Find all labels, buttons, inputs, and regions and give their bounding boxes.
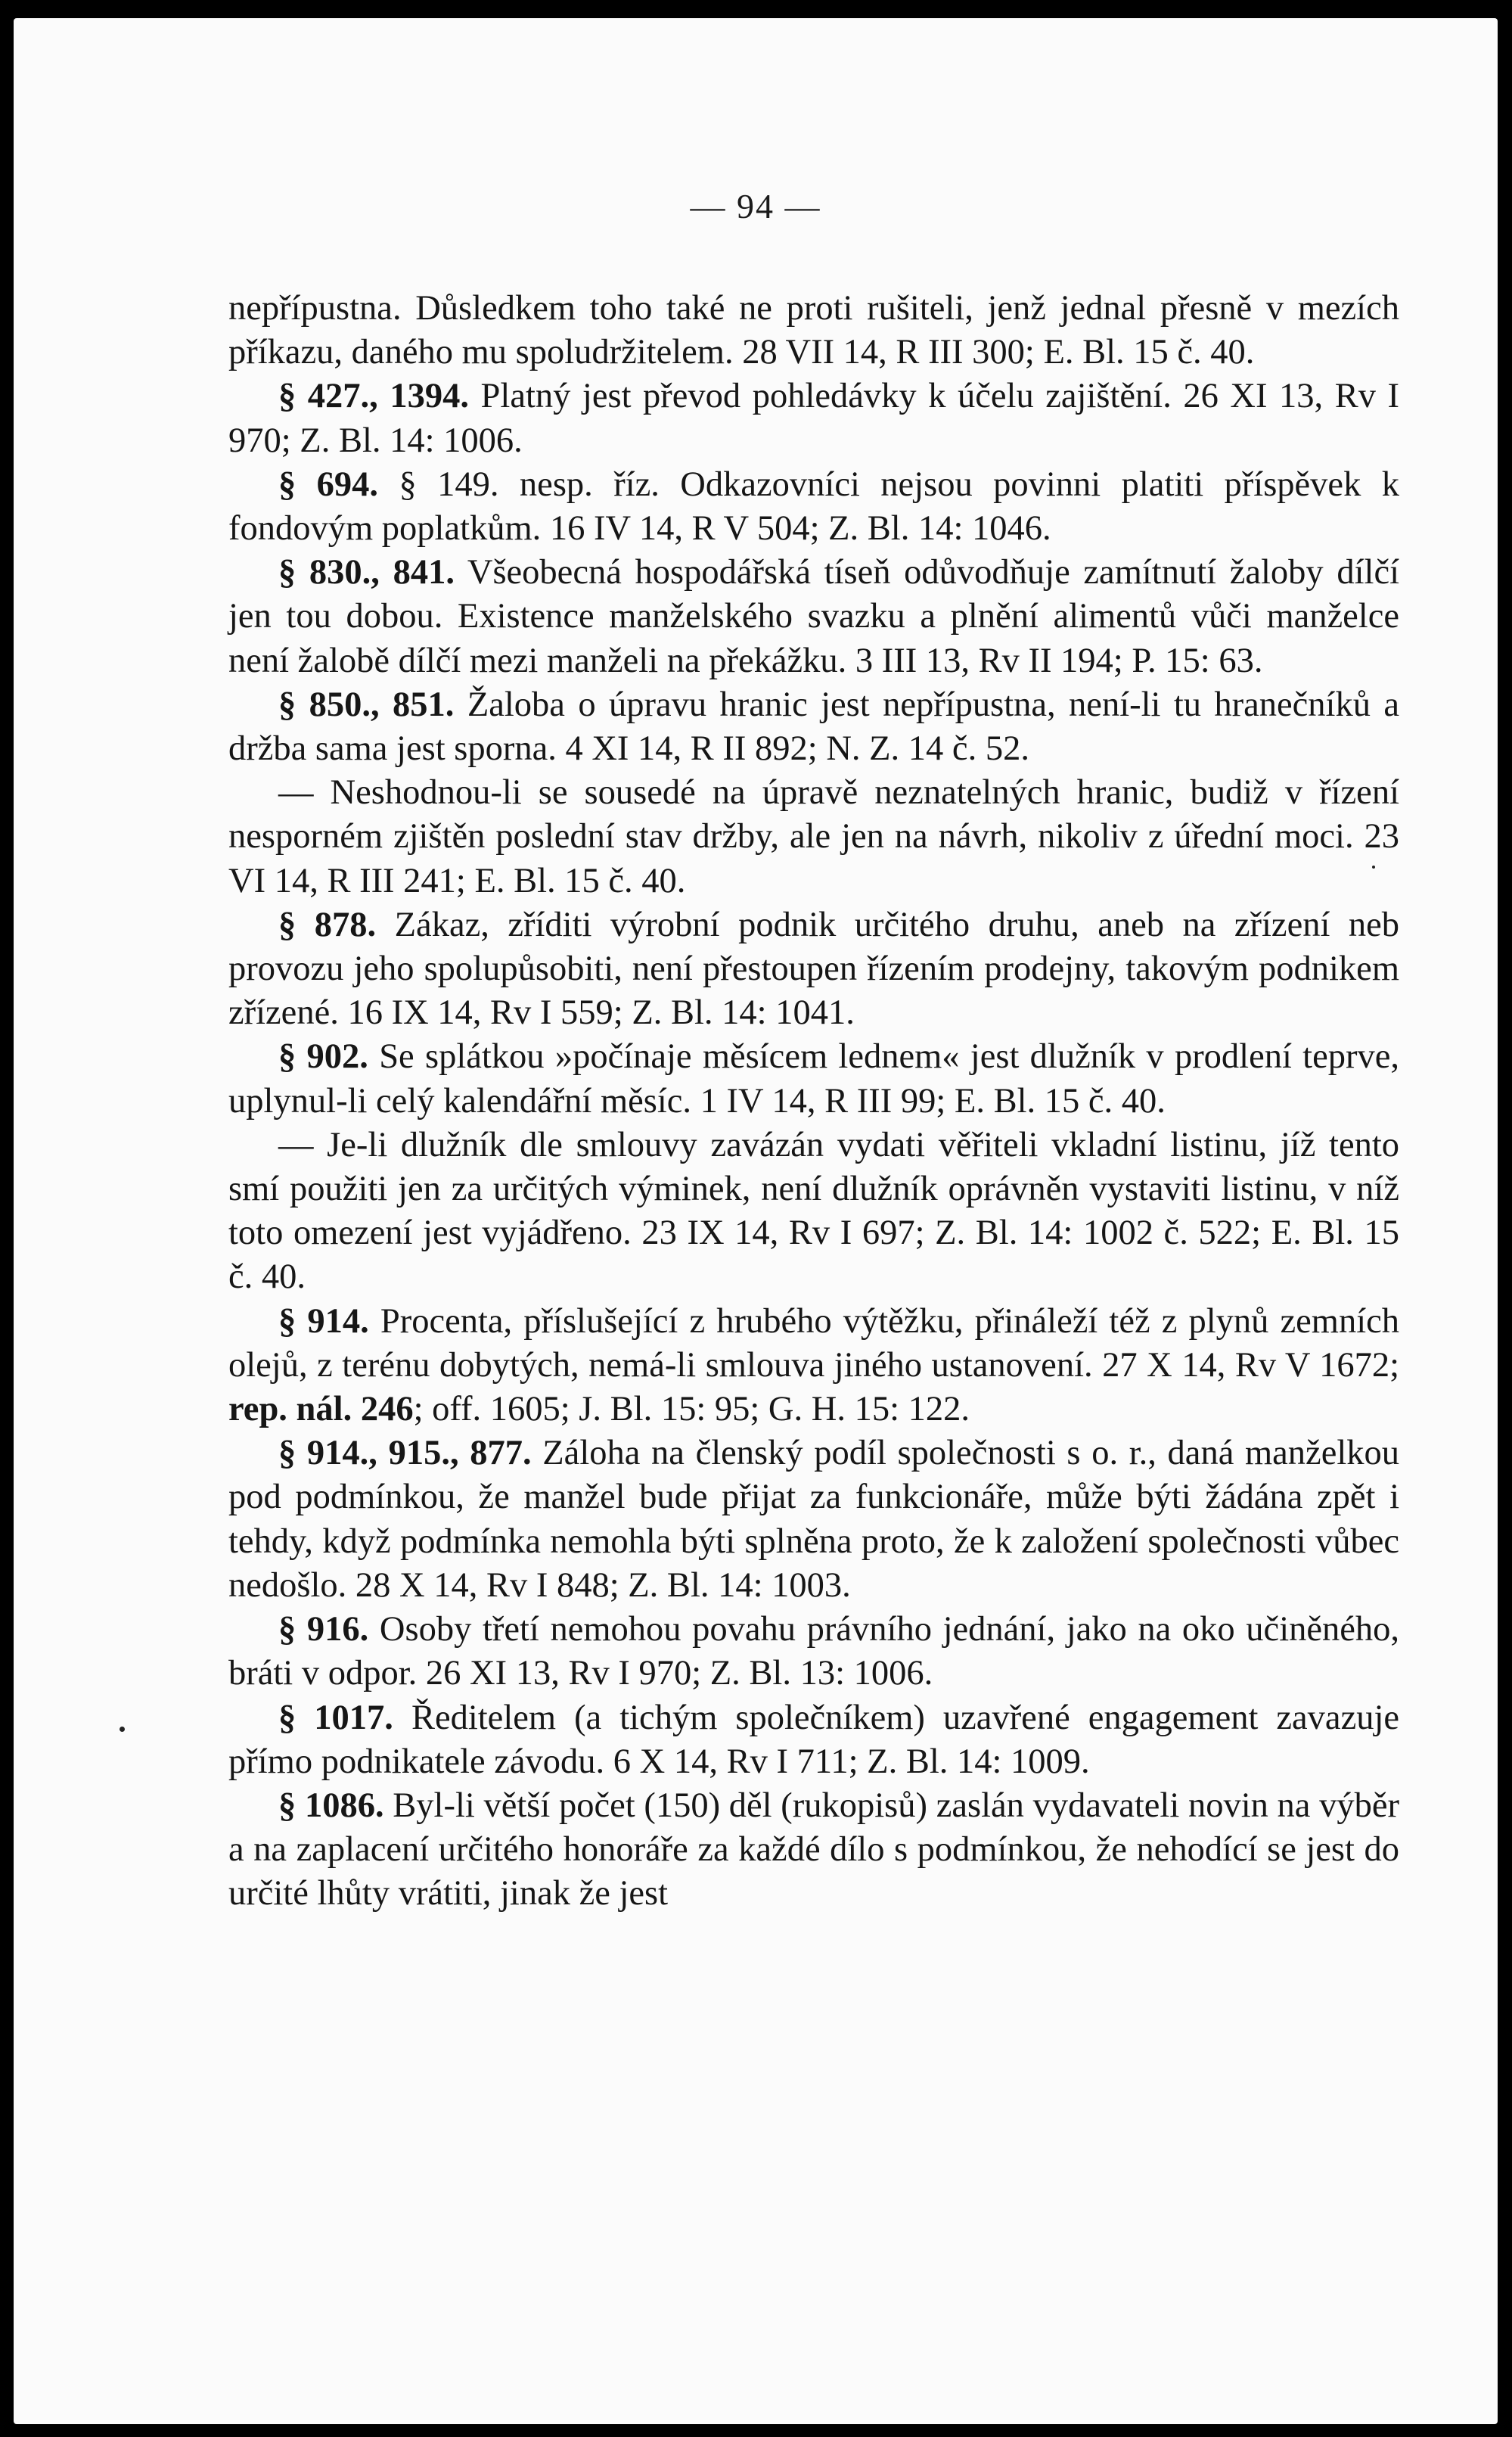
scan-speck [1372, 866, 1375, 869]
section-ref: § 878. [278, 905, 377, 944]
paragraph-text: Platný jest převod pohledávky k účelu zajištění. 26 XI 13, Rv I 970; Z. Bl. 14: 1006. [228, 377, 1400, 460]
paragraph-914 [228, 1300, 1399, 1432]
paragraph-914-915 [228, 1431, 1399, 1608]
paragraph-tail: ; off. 1605; J. Bl. 15: 95; G. H. 15: 122. [413, 1390, 970, 1429]
paragraph-916 [228, 1608, 1399, 1696]
paragraph-850 [228, 683, 1399, 771]
paragraph-text: nepřípustna. Důsledkem toho také ne proti rušiteli, jenž jednal přesně v mezích příkazu, daného mu spoludržitelem. 28 VII 14, R III 300; E. Bl. 15 č. 40. [228, 289, 1399, 372]
paragraph-text: Ředitelem (a tichým společníkem) uzavřené engagement zavazuje přímo podnikatele závodu. 6 X 14, Rv I 711; Z. Bl. 14: 1009. [228, 1698, 1400, 1781]
paragraph-text: Záloha na členský podíl společnosti s o. r., daná manželkou pod podmínkou, že manžel bude přijat za funkcionáře, může býti žádána zpět i tehdy, když podmínka nemohla býti splněna proto, že k založení společnosti vůbec nedošlo. 28 X 14, Rv I 848; Z. Bl. 14: 1003. [228, 1434, 1400, 1605]
section-ref: § 427., 1394. [278, 377, 469, 416]
scan-speck [120, 1727, 125, 1732]
page-number: — 94 — [690, 187, 821, 225]
paragraph-text: Se splátkou »počínaje měsícem lednem« jest dlužník v prodlení teprve, uplynul-li celý kalendářní měsíc. 1 IV 14, R III 99; E. Bl. 15 č. 40. [228, 1037, 1399, 1121]
section-ref: § 694. [278, 465, 379, 504]
paragraph-902-note [228, 1124, 1399, 1300]
section-ref: § 902. [278, 1037, 368, 1077]
body-text [228, 287, 1399, 1916]
paragraph-continuation [228, 287, 1399, 375]
paragraph-427 [228, 375, 1399, 462]
section-ref: § 830., 841. [278, 553, 455, 592]
paragraph-text: § 149. nesp. říz. Odkazovníci nejsou povinni platiti příspěvek k fondovým poplatkům. 16 IV 14, R V 504; Z. Bl. 14: 1046. [228, 465, 1399, 549]
paragraph-text: — Je-li dlužník dle smlouvy zavázán vydati věřiteli vkladní listinu, jíž tento smí použiti jen za určitých výminek, není dlužník oprávněn vystaviti listinu, v níž toto omezení jest vyjádřeno. 23 IX 14, Rv I 697; Z. Bl. 14: 1002 č. 522; E. Bl. 15 č. 40. [228, 1125, 1399, 1297]
paragraph-902 [228, 1035, 1399, 1123]
section-ref: § 850., 851. [278, 685, 455, 724]
section-ref: § 1086. [278, 1786, 384, 1825]
paragraph-694 [228, 463, 1399, 551]
paragraph-1086 [228, 1784, 1399, 1916]
section-ref: § 914. [278, 1301, 369, 1341]
paragraph-text: — Neshodnou-li se sousedé na úpravě neznatelných hranic, budiž v řízení nesporném zjištěn poslední stav držby, ale jen na návrh, nikoliv z úřední moci. 23 VI 14, R III 241; E. Bl. 15 č. 40. [228, 773, 1399, 900]
paragraph-text: Osoby třetí nemohou povahu právního jednání, jako na oko učiněného, bráti v odpor. 26 XI 13, Rv I 970; Z. Bl. 13: 1006. [228, 1610, 1400, 1693]
paragraph-1017 [228, 1696, 1399, 1784]
paragraph-text: Všeobecná hospodářská tíseň odůvodňuje zamítnutí žaloby dílčí jen tou dobou. Existence manželského svazku a plnění alimentů vůči manželce není žalobě dílčí mezi manželi na překážku. 3 III 13, Rv II 194; P. 15: 63. [228, 553, 1399, 680]
paragraph-text: Žaloba o úpravu hranic jest nepřípustna, není-li tu hranečníků a držba sama jest sporna. 4 XI 14, R II 892; N. Z. 14 č. 52. [228, 685, 1400, 769]
paragraph-850-note [228, 771, 1399, 903]
paragraph-text: Byl-li větší počet (150) děl (rukopisů) zaslán vydavateli novin na výběr a na zaplacení určitého honoráře za každé dílo s podmínkou, že nehodící se jest do určité lhůty vrátiti, jinak že jest [228, 1786, 1400, 1913]
section-ref: § 916. [278, 1610, 369, 1649]
section-ref: § 1017. [278, 1698, 393, 1737]
paragraph-878 [228, 903, 1399, 1036]
paragraph-text: Procenta, příslušející z hrubého výtěžku, přináleží též z plynů zemních olejů, z terénu dobytých, nemá-li smlouva jiného ustanovení. 27 X 14, Rv V 1672; [228, 1301, 1400, 1385]
section-ref: § 914., 915., 877. [278, 1434, 532, 1473]
scanned-page [14, 18, 1498, 2424]
paragraph-830 [228, 551, 1399, 683]
paragraph-text: Zákaz, zříditi výrobní podnik určitého druhu, aneb na zřízení neb provozu jeho spolupůsobiti, není přestoupen řízením prodejny, takovým podnikem zřízené. 16 IX 14, Rv I 559; Z. Bl. 14: 1041. [228, 905, 1400, 1033]
bold-citation: rep. nál. 246 [228, 1390, 414, 1429]
